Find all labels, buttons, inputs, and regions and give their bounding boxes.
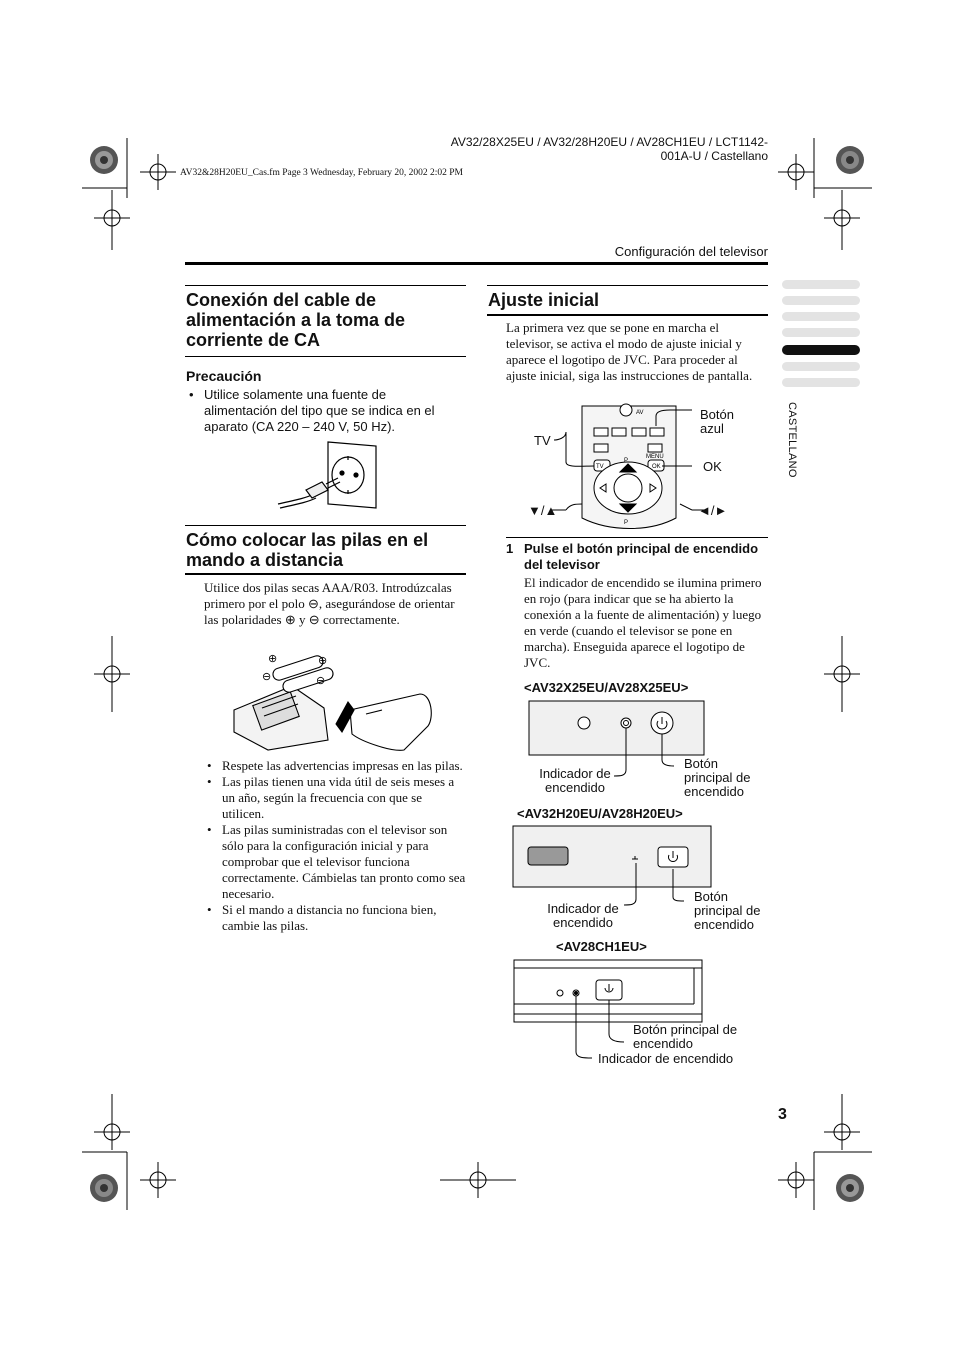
tv-key-label: TV xyxy=(596,464,604,470)
battery-intro-text: Utilice dos pilas secas AAA/R03. Introdúzcalas primero por el polo xyxy=(204,580,452,611)
battery-bullet: • Las pilas suministradas con el televisor son sólo para la configuración inicial y para comprobar que el televisor funciona correctamente. Cámbielas tan pronto como sea necesario. xyxy=(204,822,466,902)
file-info-line: AV32&28H20EU_Cas.fm Page 3 Wednesday, February 20, 2002 2:02 PM xyxy=(180,168,463,178)
step-rule xyxy=(506,537,768,538)
av-key-label: AV xyxy=(636,410,644,416)
power-section-title: Conexión del cable de alimentación a la toma de corriente de CA xyxy=(186,290,406,350)
step-1 xyxy=(506,541,768,573)
battery-intro xyxy=(204,580,466,628)
model-1-indicator-label: Indicador de encendido xyxy=(539,766,611,795)
ok-key-label: OK xyxy=(652,464,661,470)
model-3-indicator-label: Indicador de encendido xyxy=(598,1051,734,1066)
step-title: Pulse el botón principal de encendido del televisor xyxy=(524,541,759,572)
section-rule xyxy=(487,314,768,316)
side-tab-active xyxy=(782,345,860,355)
section-rule xyxy=(487,285,768,286)
caution-list xyxy=(186,387,462,435)
remote-blue-button-label: Botón azul xyxy=(700,407,734,436)
side-tab xyxy=(782,378,860,387)
remote-ok-label: OK xyxy=(703,459,722,474)
side-tab xyxy=(782,362,860,371)
section-rule xyxy=(185,356,466,357)
header-rule xyxy=(185,262,768,265)
side-tab xyxy=(782,296,860,305)
battery-section-title: Cómo colocar las pilas en el mando a distancia xyxy=(186,530,429,570)
model-2-indicator-label: Indicador de encendido xyxy=(547,901,619,930)
caution-heading: Precaución xyxy=(186,368,262,384)
side-language-label: CASTELLANO xyxy=(786,402,798,478)
model-1-button-label: Botón principal de encendido xyxy=(684,756,751,799)
remote-tv-label: TV xyxy=(534,433,551,448)
battery-bullet: • Las pilas tienen una vida útil de seis meses a un año, según la frecuencia con que se utilicen. xyxy=(204,774,466,822)
section-rule xyxy=(185,573,466,575)
step-number: 1 xyxy=(506,541,514,556)
battery-illustration xyxy=(232,650,436,752)
section-label: Configuración del televisor xyxy=(614,244,768,259)
initial-setup-intro: La primera vez que se pone en marcha el televisor, se activa el modo de ajuste inicial y aparece el logotipo de JVC. Para proceder al ajuste inicial, siga las instrucciones de pantalla. xyxy=(506,320,753,383)
svg-text:⊖: ⊖ xyxy=(316,675,326,687)
model-line: AV32/28X25EU / AV32/28H20EU / AV28CH1EU / LCT1142-001A-U / Castellano xyxy=(450,135,768,163)
initial-setup-title: Ajuste inicial xyxy=(488,290,600,310)
side-tab xyxy=(782,280,860,289)
model-3-name: <AV28CH1EU> xyxy=(556,939,647,954)
p-key-label: P xyxy=(624,458,629,464)
caution-item: • Utilice solamente una fuente de alimentación del tipo que se indica en el aparato (CA 220 – 240 V, 50 Hz). xyxy=(186,387,462,435)
battery-intro-text: y xyxy=(299,612,306,627)
battery-intro-text: , asegurándose de orientar las polaridades xyxy=(204,596,455,627)
battery-intro-text: correctamente. xyxy=(322,612,400,627)
model-2-button-label: Botón principal de encendido xyxy=(694,889,761,932)
remote-down-up-label: ▼/▲ xyxy=(528,503,558,518)
remote-left-right-label: ◄/► xyxy=(698,503,728,518)
svg-text:⊕: ⊕ xyxy=(318,655,328,667)
page-number: 3 xyxy=(778,1106,787,1123)
plus-pole-icon: ⊕ xyxy=(284,612,296,627)
step-text: El indicador de encendido se ilumina primero en rojo (para indicar que se ha abierto la conexión a la fuente de alimentación) y luego en verde (cuando el televisor se pone en marcha). Enseguida aparece el logotipo de JVC. xyxy=(524,575,762,670)
svg-text:⊖: ⊖ xyxy=(262,671,272,683)
plug-socket-illustration xyxy=(276,438,386,512)
section-rule xyxy=(185,525,466,526)
battery-bullet: • Si el mando a distancia no funciona bien, cambie las pilas. xyxy=(204,902,466,934)
p-key-label: P xyxy=(624,520,629,526)
model-3-button-label: Botón principal de encendido xyxy=(633,1022,738,1051)
minus-pole-icon: ⊖ xyxy=(307,596,319,611)
battery-bullet: • Respete las advertencias impresas en las pilas. xyxy=(204,758,466,774)
svg-text:⊕: ⊕ xyxy=(268,653,278,665)
model-1-name: <AV32X25EU/AV28X25EU> xyxy=(524,680,689,695)
model-2-name: <AV32H20EU/AV28H20EU> xyxy=(517,806,683,821)
menu-key-label: MENU xyxy=(646,454,664,460)
section-rule xyxy=(185,285,466,286)
side-tab xyxy=(782,312,860,321)
minus-pole-icon: ⊖ xyxy=(308,612,320,627)
battery-bullets xyxy=(204,758,466,934)
side-tab xyxy=(782,328,860,337)
